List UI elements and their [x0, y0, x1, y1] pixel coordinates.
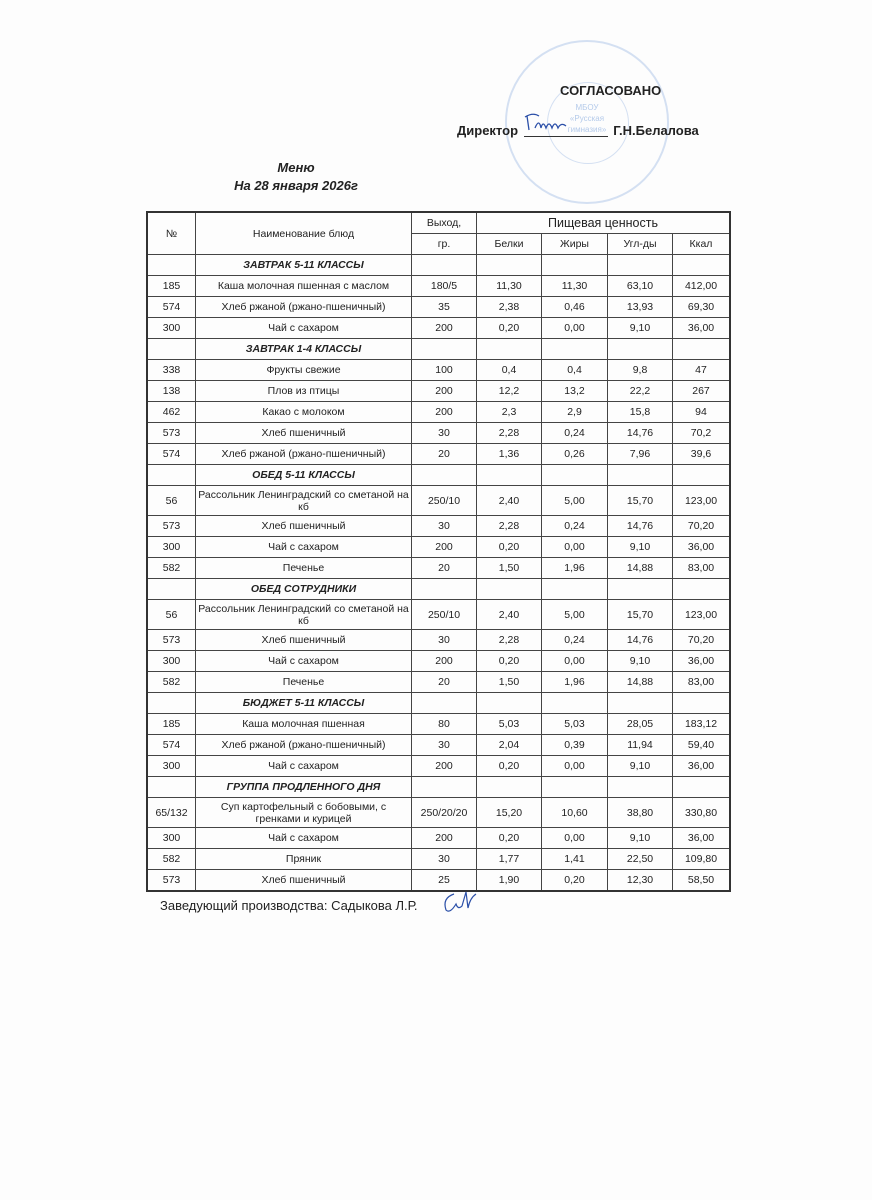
dish-name: Чай с сахаром [196, 651, 412, 672]
empty-cell [673, 465, 731, 486]
dish-name: Рассольник Ленинградский со сметаной на кб [196, 600, 412, 630]
table-row [147, 672, 730, 693]
dish-kcal: 267 [673, 381, 731, 402]
dish-name: Чай с сахаром [196, 318, 412, 339]
empty-cell [673, 777, 731, 798]
empty-cell [412, 339, 477, 360]
dish-fat: 5,00 [542, 486, 608, 516]
header-name: Наименование блюд [196, 212, 412, 255]
header-fat: Жиры [542, 234, 608, 255]
empty-cell [412, 693, 477, 714]
section-title: ЗАВТРАК 5-11 КЛАССЫ [196, 255, 412, 276]
empty-cell [542, 339, 608, 360]
document-date: На 28 января 2026г [234, 178, 358, 193]
dish-kcal: 83,00 [673, 558, 731, 579]
dish-output: 30 [412, 516, 477, 537]
table-row [147, 297, 730, 318]
dish-protein: 5,03 [477, 714, 542, 735]
dish-carbs: 14,88 [608, 672, 673, 693]
dish-number: 300 [147, 537, 196, 558]
table-row [147, 828, 730, 849]
dish-protein: 0,20 [477, 651, 542, 672]
director-name: Г.Н.Белалова [613, 123, 699, 138]
dish-kcal: 70,2 [673, 423, 731, 444]
table-row [147, 870, 730, 892]
dish-protein: 2,28 [477, 423, 542, 444]
dish-fat: 0,24 [542, 516, 608, 537]
empty-cell [542, 693, 608, 714]
empty-cell [147, 579, 196, 600]
section-title: БЮДЖЕТ 5-11 КЛАССЫ [196, 693, 412, 714]
dish-fat: 0,39 [542, 735, 608, 756]
empty-cell [608, 693, 673, 714]
dish-name: Печенье [196, 558, 412, 579]
empty-cell [147, 339, 196, 360]
dish-number: 300 [147, 318, 196, 339]
table-row [147, 714, 730, 735]
dish-carbs: 9,8 [608, 360, 673, 381]
dish-carbs: 13,93 [608, 297, 673, 318]
header-kcal: Ккал [673, 234, 731, 255]
dish-carbs: 14,76 [608, 423, 673, 444]
dish-protein: 12,2 [477, 381, 542, 402]
dish-name: Чай с сахаром [196, 828, 412, 849]
empty-cell [542, 579, 608, 600]
section-row [147, 465, 730, 486]
dish-number: 462 [147, 402, 196, 423]
dish-number: 338 [147, 360, 196, 381]
section-title: ОБЕД СОТРУДНИКИ [196, 579, 412, 600]
dish-output: 200 [412, 828, 477, 849]
header-protein: Белки [477, 234, 542, 255]
empty-cell [147, 465, 196, 486]
director-signature [523, 112, 583, 134]
dish-output: 250/10 [412, 600, 477, 630]
dish-number: 300 [147, 651, 196, 672]
dish-number: 573 [147, 516, 196, 537]
dish-protein: 15,20 [477, 798, 542, 828]
dish-carbs: 12,30 [608, 870, 673, 892]
empty-cell [608, 579, 673, 600]
dish-name: Хлеб пшеничный [196, 870, 412, 892]
section-title: ОБЕД 5-11 КЛАССЫ [196, 465, 412, 486]
table-row [147, 849, 730, 870]
section-row [147, 579, 730, 600]
empty-cell [147, 777, 196, 798]
dish-fat: 5,03 [542, 714, 608, 735]
dish-output: 180/5 [412, 276, 477, 297]
dish-name: Печенье [196, 672, 412, 693]
dish-output: 200 [412, 756, 477, 777]
dish-fat: 0,00 [542, 828, 608, 849]
empty-cell [608, 465, 673, 486]
dish-name: Какао с молоком [196, 402, 412, 423]
dish-protein: 0,20 [477, 828, 542, 849]
dish-fat: 0,20 [542, 870, 608, 892]
dish-fat: 0,24 [542, 423, 608, 444]
dish-protein: 1,50 [477, 672, 542, 693]
dish-fat: 1,41 [542, 849, 608, 870]
dish-name: Пряник [196, 849, 412, 870]
dish-carbs: 15,70 [608, 600, 673, 630]
empty-cell [477, 579, 542, 600]
dish-protein: 1,90 [477, 870, 542, 892]
table-row [147, 318, 730, 339]
table-row [147, 651, 730, 672]
empty-cell [608, 255, 673, 276]
table-row [147, 444, 730, 465]
dish-fat: 0,00 [542, 651, 608, 672]
empty-cell [147, 255, 196, 276]
section-row [147, 777, 730, 798]
dish-name: Каша молочная пшенная с маслом [196, 276, 412, 297]
dish-kcal: 39,6 [673, 444, 731, 465]
dish-carbs: 15,70 [608, 486, 673, 516]
dish-output: 200 [412, 402, 477, 423]
dish-kcal: 70,20 [673, 630, 731, 651]
dish-kcal: 36,00 [673, 318, 731, 339]
dish-number: 300 [147, 756, 196, 777]
table-row [147, 276, 730, 297]
dish-fat: 0,4 [542, 360, 608, 381]
dish-protein: 1,50 [477, 558, 542, 579]
dish-output: 200 [412, 318, 477, 339]
table-row [147, 558, 730, 579]
dish-protein: 1,77 [477, 849, 542, 870]
table-row [147, 516, 730, 537]
dish-carbs: 9,10 [608, 756, 673, 777]
header-nutrition: Пищевая ценность [477, 212, 731, 234]
dish-output: 30 [412, 423, 477, 444]
section-row [147, 255, 730, 276]
empty-cell [477, 339, 542, 360]
dish-number: 574 [147, 297, 196, 318]
dish-output: 100 [412, 360, 477, 381]
menu-table [146, 211, 731, 892]
dish-protein: 11,30 [477, 276, 542, 297]
header-num: № [147, 212, 196, 255]
dish-output: 250/20/20 [412, 798, 477, 828]
header-carbs: Угл-ды [608, 234, 673, 255]
dish-name: Хлеб ржаной (ржано-пшеничный) [196, 444, 412, 465]
empty-cell [477, 777, 542, 798]
dish-kcal: 123,00 [673, 600, 731, 630]
dish-number: 574 [147, 444, 196, 465]
dish-fat: 11,30 [542, 276, 608, 297]
dish-protein: 0,4 [477, 360, 542, 381]
dish-fat: 5,00 [542, 600, 608, 630]
empty-cell [412, 465, 477, 486]
dish-number: 582 [147, 849, 196, 870]
empty-cell [608, 777, 673, 798]
dish-number: 582 [147, 558, 196, 579]
dish-kcal: 412,00 [673, 276, 731, 297]
dish-number: 138 [147, 381, 196, 402]
empty-cell [477, 255, 542, 276]
dish-carbs: 22,50 [608, 849, 673, 870]
dish-number: 185 [147, 276, 196, 297]
dish-number: 300 [147, 828, 196, 849]
dish-kcal: 36,00 [673, 756, 731, 777]
footer-signature-line: Заведующий производства: Садыкова Л.Р. [160, 898, 418, 913]
dish-fat: 13,2 [542, 381, 608, 402]
dish-carbs: 9,10 [608, 828, 673, 849]
dish-name: Каша молочная пшенная [196, 714, 412, 735]
table-row [147, 600, 730, 630]
dish-name: Хлеб пшеничный [196, 423, 412, 444]
dish-protein: 2,40 [477, 600, 542, 630]
dish-name: Хлеб пшеничный [196, 630, 412, 651]
dish-kcal: 58,50 [673, 870, 731, 892]
dish-name: Хлеб ржаной (ржано-пшеничный) [196, 735, 412, 756]
dish-output: 25 [412, 870, 477, 892]
dish-carbs: 14,76 [608, 516, 673, 537]
empty-cell [542, 777, 608, 798]
dish-output: 200 [412, 651, 477, 672]
dish-output: 80 [412, 714, 477, 735]
table-row [147, 486, 730, 516]
dish-number: 65/132 [147, 798, 196, 828]
dish-carbs: 9,10 [608, 651, 673, 672]
section-title: ГРУППА ПРОДЛЕННОГО ДНЯ [196, 777, 412, 798]
dish-name: Хлеб пшеничный [196, 516, 412, 537]
dish-kcal: 83,00 [673, 672, 731, 693]
dish-fat: 1,96 [542, 558, 608, 579]
dish-carbs: 38,80 [608, 798, 673, 828]
table-row [147, 798, 730, 828]
dish-fat: 0,26 [542, 444, 608, 465]
header-output: Выход, [412, 212, 477, 234]
empty-cell [673, 339, 731, 360]
dish-protein: 2,28 [477, 516, 542, 537]
dish-carbs: 14,88 [608, 558, 673, 579]
dish-carbs: 15,8 [608, 402, 673, 423]
dish-output: 30 [412, 849, 477, 870]
dish-fat: 1,96 [542, 672, 608, 693]
dish-protein: 2,38 [477, 297, 542, 318]
dish-output: 30 [412, 630, 477, 651]
dish-carbs: 28,05 [608, 714, 673, 735]
dish-fat: 0,00 [542, 318, 608, 339]
dish-carbs: 9,10 [608, 318, 673, 339]
dish-protein: 1,36 [477, 444, 542, 465]
dish-kcal: 69,30 [673, 297, 731, 318]
dish-fat: 0,24 [542, 630, 608, 651]
empty-cell [673, 693, 731, 714]
dish-number: 56 [147, 600, 196, 630]
table-row [147, 402, 730, 423]
approval-label: СОГЛАСОВАНО [560, 83, 662, 98]
empty-cell [673, 579, 731, 600]
table-row [147, 360, 730, 381]
table-row [147, 630, 730, 651]
empty-cell [673, 255, 731, 276]
dish-fat: 0,46 [542, 297, 608, 318]
empty-cell [477, 465, 542, 486]
dish-protein: 2,40 [477, 486, 542, 516]
dish-kcal: 36,00 [673, 828, 731, 849]
dish-carbs: 22,2 [608, 381, 673, 402]
table-row [147, 423, 730, 444]
dish-output: 30 [412, 735, 477, 756]
section-row [147, 339, 730, 360]
dish-name: Плов из птицы [196, 381, 412, 402]
dish-kcal: 59,40 [673, 735, 731, 756]
empty-cell [412, 777, 477, 798]
dish-output: 200 [412, 381, 477, 402]
dish-output: 200 [412, 537, 477, 558]
dish-carbs: 14,76 [608, 630, 673, 651]
dish-name: Рассольник Ленинградский со сметаной на кб [196, 486, 412, 516]
dish-number: 573 [147, 630, 196, 651]
table-row [147, 537, 730, 558]
dish-fat: 2,9 [542, 402, 608, 423]
dish-number: 582 [147, 672, 196, 693]
dish-carbs: 9,10 [608, 537, 673, 558]
empty-cell [412, 255, 477, 276]
dish-protein: 0,20 [477, 537, 542, 558]
section-title: ЗАВТРАК 1-4 КЛАССЫ [196, 339, 412, 360]
dish-kcal: 36,00 [673, 651, 731, 672]
dish-number: 573 [147, 423, 196, 444]
dish-carbs: 7,96 [608, 444, 673, 465]
table-row [147, 381, 730, 402]
empty-cell [542, 465, 608, 486]
empty-cell [412, 579, 477, 600]
dish-output: 20 [412, 558, 477, 579]
dish-carbs: 63,10 [608, 276, 673, 297]
dish-carbs: 11,94 [608, 735, 673, 756]
document-title: Меню [277, 160, 315, 175]
dish-name: Чай с сахаром [196, 537, 412, 558]
dish-kcal: 109,80 [673, 849, 731, 870]
dish-output: 250/10 [412, 486, 477, 516]
dish-kcal: 330,80 [673, 798, 731, 828]
dish-output: 20 [412, 444, 477, 465]
dish-output: 20 [412, 672, 477, 693]
table-row [147, 756, 730, 777]
dish-protein: 0,20 [477, 756, 542, 777]
dish-kcal: 94 [673, 402, 731, 423]
empty-cell [542, 255, 608, 276]
menu-table-body [147, 255, 730, 892]
director-position: Директор [457, 123, 519, 138]
dish-kcal: 47 [673, 360, 731, 381]
dish-number: 574 [147, 735, 196, 756]
empty-cell [477, 693, 542, 714]
dish-number: 56 [147, 486, 196, 516]
dish-protein: 0,20 [477, 318, 542, 339]
empty-cell [608, 339, 673, 360]
dish-name: Хлеб ржаной (ржано-пшеничный) [196, 297, 412, 318]
dish-kcal: 183,12 [673, 714, 731, 735]
dish-fat: 0,00 [542, 537, 608, 558]
dish-number: 573 [147, 870, 196, 892]
dish-name: Чай с сахаром [196, 756, 412, 777]
dish-fat: 10,60 [542, 798, 608, 828]
table-row [147, 735, 730, 756]
dish-kcal: 70,20 [673, 516, 731, 537]
dish-kcal: 36,00 [673, 537, 731, 558]
dish-protein: 2,04 [477, 735, 542, 756]
dish-number: 185 [147, 714, 196, 735]
manager-signature [440, 888, 480, 918]
dish-protein: 2,3 [477, 402, 542, 423]
dish-kcal: 123,00 [673, 486, 731, 516]
dish-protein: 2,28 [477, 630, 542, 651]
dish-output: 35 [412, 297, 477, 318]
dish-name: Фрукты свежие [196, 360, 412, 381]
section-row [147, 693, 730, 714]
dish-fat: 0,00 [542, 756, 608, 777]
school-stamp: МБОУ «Русская гимназия» [505, 40, 669, 204]
header-output-unit: гр. [412, 234, 477, 255]
empty-cell [147, 693, 196, 714]
dish-name: Суп картофельный с бобовыми, с гренками и курицей [196, 798, 412, 828]
